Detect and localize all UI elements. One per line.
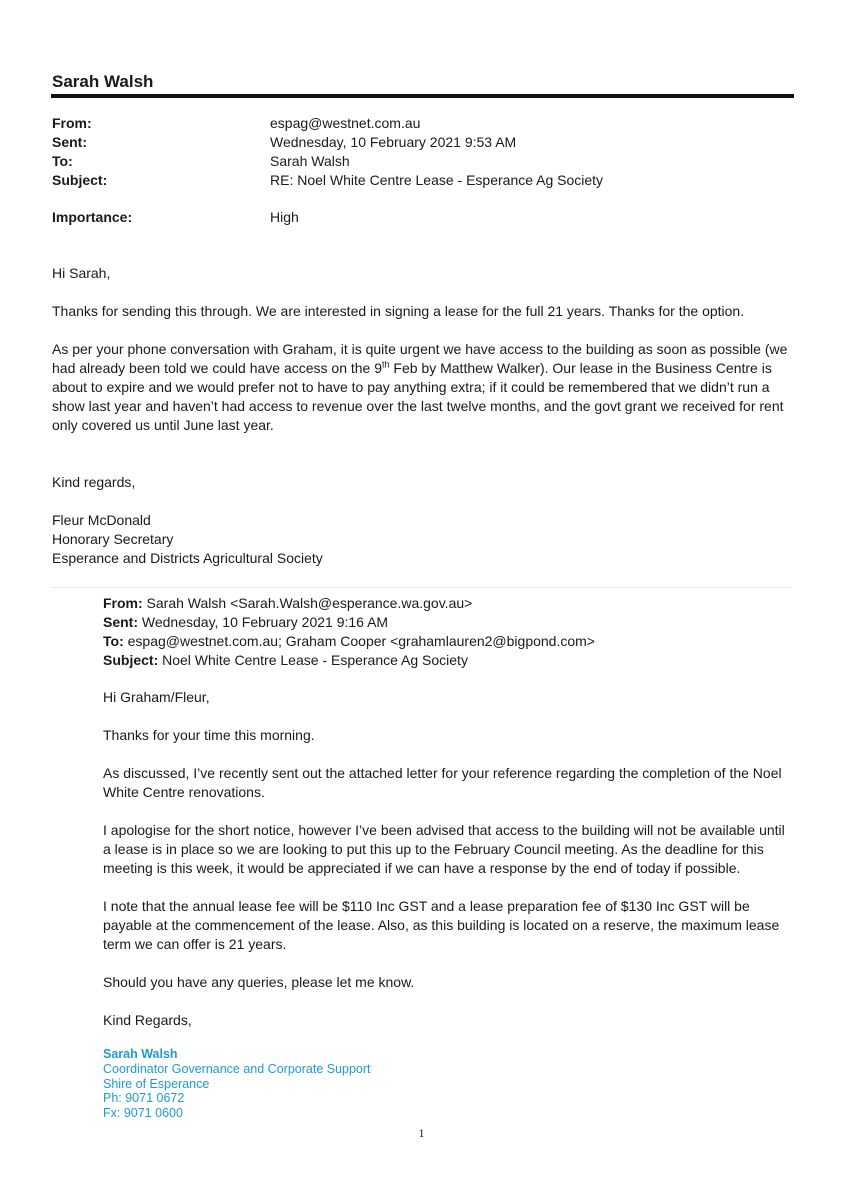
quoted-sent-row (103, 613, 793, 632)
signature-phone: Ph: 9071 0672 (103, 1091, 185, 1106)
quoted-to-value: espag@westnet.com.au; Graham Cooper <grahamlauren2@bigpond.com> (123, 633, 595, 649)
quoted-greeting (103, 688, 793, 707)
quoted-from-value: Sarah Walsh <Sarah.Walsh@esperance.wa.gov.au> (142, 595, 473, 611)
quoted-paragraph-4-text: I note that the annual lease fee will be $110 Inc GST and a lease preparation fee of $130 Inc GST will be payable at the commencement of the lease. Also, as this building is located on a reserve, the maximum lease term we can offer is 21 years. (103, 898, 780, 952)
importance-value: High (270, 209, 299, 225)
shire-signature-block (103, 1047, 371, 1121)
quoted-paragraph-5 (103, 973, 793, 992)
quoted-greeting-text: Hi Graham/Fleur, (103, 689, 210, 705)
signature-name: Sarah Walsh (103, 1047, 178, 1061)
page-number: 1 (418, 1126, 425, 1140)
reply-paragraph-2-text (52, 340, 792, 435)
quoted-paragraph-3 (103, 821, 793, 878)
from-label: From: (52, 115, 92, 131)
to-value: Sarah Walsh (270, 153, 350, 169)
sender-name-heading: Sarah Walsh (52, 72, 154, 91)
quoted-separator (52, 587, 792, 588)
signature-title: Coordinator Governance and Corporate Support (103, 1061, 371, 1076)
quoted-header (103, 594, 793, 670)
quoted-closing-text: Kind Regards, (103, 1012, 192, 1028)
sent-label: Sent: (52, 134, 87, 150)
reply-paragraph-1-text: Thanks for sending this through. We are interested in signing a lease for the full 21 years. Thanks for the option. (52, 303, 745, 319)
reply-greeting-text: Hi Sarah, (52, 265, 111, 281)
subject-label: Subject: (52, 172, 108, 188)
signature-org: Shire of Esperance (103, 1076, 210, 1091)
quoted-subject-value: Noel White Centre Lease - Esperance Ag Society (158, 652, 468, 668)
quoted-from-label: From: (103, 595, 143, 611)
to-label: To: (52, 153, 73, 169)
from-value: espag@westnet.com.au (270, 115, 421, 131)
ordinal-superscript: th (382, 359, 390, 370)
quoted-sent-label: Sent: (103, 614, 138, 630)
reply-signature (52, 511, 792, 568)
reply-greeting (52, 264, 792, 283)
quoted-to-row (103, 632, 793, 651)
quoted-sent-value: Wednesday, 10 February 2021 9:16 AM (138, 614, 389, 630)
reply-paragraph-2-part-a: As per your phone conversation with Graham, it is quite urgent we have access to the building as soon as possible (we had already been told we could have access on the 9 (52, 341, 788, 376)
quoted-to-label: To: (103, 633, 124, 649)
importance-label: Importance: (52, 209, 133, 225)
sent-value: Wednesday, 10 February 2021 9:53 AM (270, 134, 517, 150)
reply-closing-text: Kind regards, (52, 474, 136, 490)
quoted-paragraph-5-text: Should you have any queries, please let me know. (103, 974, 415, 990)
reply-paragraph-1 (52, 302, 792, 321)
reply-signature-name: Fleur McDonald (52, 512, 151, 528)
quoted-paragraph-2-text: As discussed, I’ve recently sent out the attached letter for your reference regarding the completion of the Noel White Centre renovations. (103, 765, 782, 800)
reply-signature-org: Esperance and Districts Agricultural Society (52, 550, 323, 566)
quoted-subject-label: Subject: (103, 652, 159, 668)
reply-closing (52, 473, 792, 492)
quoted-paragraph-1 (103, 726, 793, 745)
quoted-paragraph-2 (103, 764, 793, 802)
header-rule (51, 94, 794, 98)
quoted-paragraph-4 (103, 897, 793, 954)
signature-fax: Fx: 9071 0600 (103, 1106, 183, 1121)
subject-value: RE: Noel White Centre Lease - Esperance Ag Society (270, 172, 604, 188)
reply-paragraph-2-part-b: Feb by Matthew Walker). Our lease in the Business Centre is about to expire and we would prefer not to have to pay anything extra; if it could be remembered that we didn’t run a show last year and haven’t had access to revenue over the last twelve months, and the govt grant we received for rent only covered us until June last year. (52, 360, 784, 433)
quoted-from-row (103, 594, 793, 613)
quoted-subject-row (103, 651, 793, 670)
quoted-paragraph-1-text: Thanks for your time this morning. (103, 727, 315, 743)
quoted-closing (103, 1011, 793, 1030)
quoted-paragraph-3-text: I apologise for the short notice, however I’ve been advised that access to the building will not be available until a lease is in place so we are looking to put this up to the February Council meeting. As the deadline for this meeting is this week, it would be appreciated if we can have a response by the end of today if possible. (103, 822, 785, 876)
reply-paragraph-2 (52, 340, 792, 435)
reply-signature-title: Honorary Secretary (52, 531, 174, 547)
